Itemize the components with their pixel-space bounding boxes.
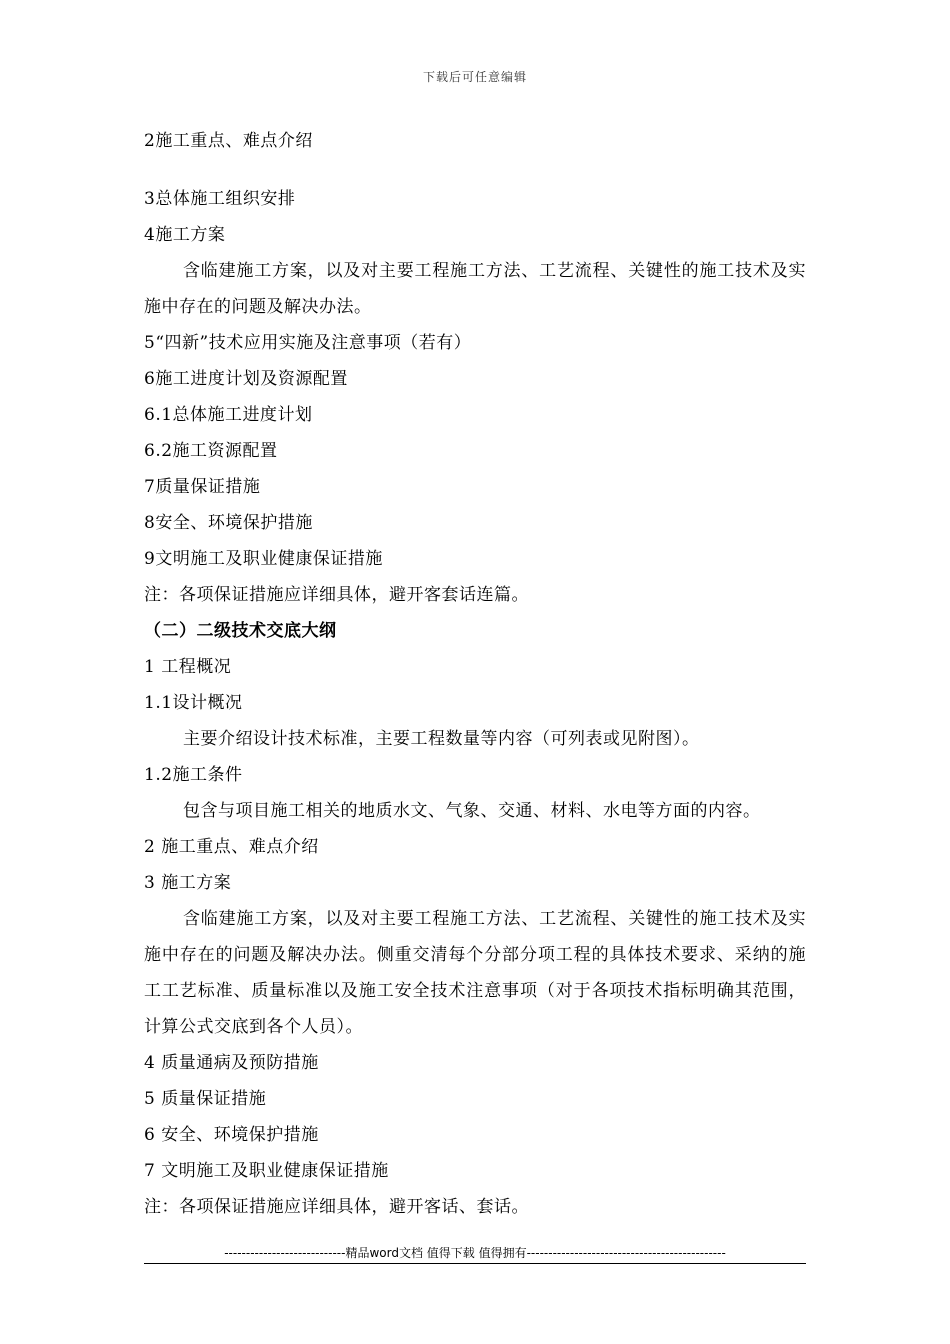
section-item: 1 工程概况 [144,657,232,677]
section-item: 5“四新”技术应用实施及注意事项（若有） [144,333,472,353]
section-item: 6施工进度计划及资源配置 [144,369,348,389]
section-item: 3总体施工组织安排 [144,189,296,209]
paragraph: 包含与项目施工相关的地质水文、气象、交通、材料、水电等方面的内容。 [183,801,761,821]
section-item: 2 施工重点、难点介绍 [144,837,319,857]
section-item: 3 施工方案 [144,873,232,893]
section-item: 2施工重点、难点介绍 [144,131,313,151]
paragraph: 含临建施工方案，以及对主要工程施工方法、工艺流程、关键性的施工技术及实施中存在的问题及解决办法。 [144,261,806,317]
section-item: 1.1设计概况 [144,693,243,713]
section-item: 7质量保证措施 [144,477,261,497]
section-item: 1.2施工条件 [144,765,243,785]
section-item: 6 安全、环境保护措施 [144,1125,319,1145]
footer-divider [144,1263,806,1264]
section-item: 8安全、环境保护措施 [144,513,313,533]
page-header: 下载后可任意编辑 [422,70,527,84]
section-item: 6.1总体施工进度计划 [144,405,313,425]
paragraph: 主要介绍设计技术标准，主要工程数量等内容（可列表或见附图）。 [183,729,700,749]
section-item: 9文明施工及职业健康保证措施 [144,549,383,569]
note: 注：各项保证措施应详细具体，避开客套话连篇。 [144,585,529,605]
paragraph: 含临建施工方案，以及对主要工程施工方法、工艺流程、关键性的施工技术及实施中存在的问题及解决办法。侧重交清每个分部分项工程的具体技术要求、采纳的施工工艺标准、质量标准以及施工安全技术注意事项（对于各项技术指标明确其范围，计算公式交底到各个人员）。 [144,909,806,1037]
section-item: 6.2施工资源配置 [144,441,278,461]
section-item: 4施工方案 [144,225,226,245]
section-heading: （二）二级技术交底大纲 [144,621,337,641]
note: 注：各项保证措施应详细具体，避开客话、套话。 [144,1197,529,1217]
document-body [144,123,806,1225]
section-item: 7 文明施工及职业健康保证措施 [144,1161,389,1181]
page-footer: ----------------------------精品word文档 值得下载 值得拥有---------------------------------------------- [224,1246,726,1260]
section-item: 5 质量保证措施 [144,1089,267,1109]
section-item: 4 质量通病及预防措施 [144,1053,319,1073]
